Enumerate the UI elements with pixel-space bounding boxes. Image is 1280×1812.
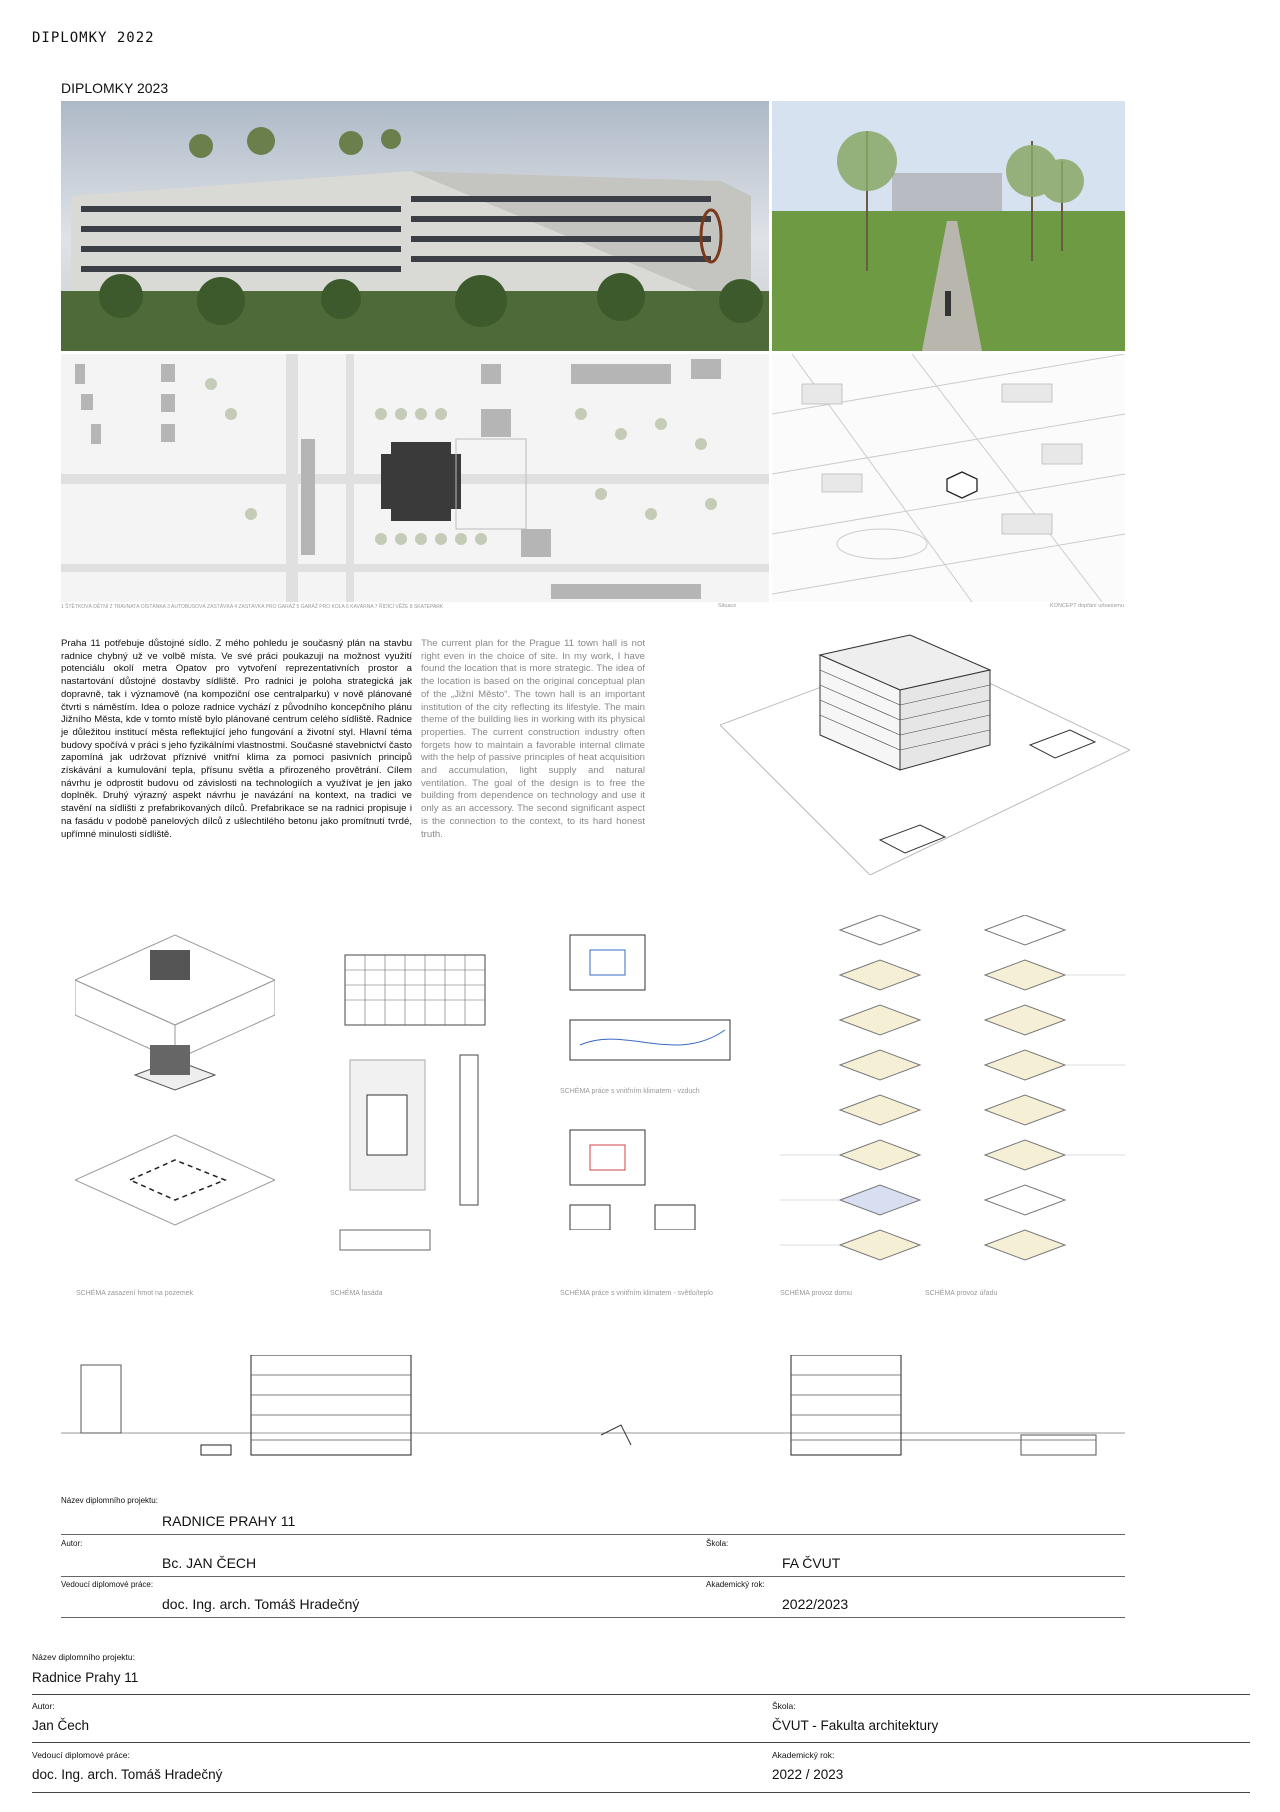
urban-plan-caption: KONCEPT dopřání urbanismu: [1050, 603, 1124, 609]
facade-schema-drawing: [335, 935, 495, 1265]
description-en: The current plan for the Prague 11 town hall is not right even in the choice of site. In my work, I have found the location that is more strategic. The idea of the location is based on the original conceptual plan of the „Jižní Město“. The town hall is an important institution of the city reflecting its lifestyle. The main theme of the building lies in working with its physical properties. The current construction industry often forgets how to maintain a favorable internal climate with the help of passive principles of heat acquisition and accumulation, light supply and natural ventilation. The goal of the design is to free the building from dependence on technology and use it only as an accessory. The second significant aspect is the connection to the context, to its hard honest truth.: [421, 638, 645, 840]
caption-facade: SCHÉMA fasáda: [330, 1290, 383, 1297]
mass-schema-graphic: [75, 930, 275, 1260]
site-plan: [61, 354, 769, 602]
facade-schema-graphic: [335, 935, 495, 1265]
caption-house-ops: SCHÉMA provoz domu: [780, 1290, 852, 1297]
section-drawing: [61, 1355, 1125, 1465]
poster-author-value: Bc. JAN ČECH: [162, 1555, 257, 1571]
park-photo-graphic: [772, 101, 1125, 351]
park-photo: [772, 101, 1125, 351]
urban-concept-graphic: [772, 354, 1125, 602]
site-plan-graphic: [61, 354, 769, 602]
urban-concept-drawing: [772, 354, 1125, 602]
footer-year-label: Akademický rok:: [772, 1750, 835, 1760]
caption-office-ops: SCHÉMA provoz úřadu: [925, 1290, 998, 1297]
operations-stack-drawing: [780, 915, 1125, 1295]
poster-project-label: Název diplomního projektu:: [61, 1496, 158, 1505]
poster-title: DIPLOMKY 2023: [61, 80, 169, 96]
climate-schema-drawing: [565, 930, 745, 1230]
caption-climate-light: SCHÉMA práce s vnitřním klimatem - světlo/teplo: [560, 1290, 713, 1297]
mass-schema-drawing: [75, 930, 275, 1260]
footer-school-value: ČVUT - Fakulta architektury: [772, 1718, 939, 1733]
climate-schema-graphic: [565, 930, 745, 1230]
caption-mass: SCHÉMA zasazení hmot na pozemek: [76, 1290, 194, 1297]
operations-stack-graphic: [780, 915, 1125, 1295]
divider: [61, 1617, 1125, 1618]
page-title: DIPLOMKY 2022: [32, 30, 155, 46]
footer-supervisor-value: doc. Ing. arch. Tomáš Hradečný: [32, 1767, 223, 1782]
building-axonometric: [720, 630, 1130, 875]
footer-school-label: Škola:: [772, 1701, 796, 1711]
building-axonometric-graphic: [720, 630, 1130, 875]
divider: [32, 1792, 1250, 1793]
footer-author-value: Jan Čech: [32, 1718, 90, 1733]
site-plan-caption: Situace: [718, 603, 737, 609]
poster-year-label: Akademický rok:: [706, 1580, 765, 1589]
footer-author-label: Autor:: [32, 1701, 55, 1711]
poster-supervisor-label: Vedoucí diplomové práce:: [61, 1580, 154, 1589]
divider: [61, 1576, 1125, 1577]
footer-supervisor-label: Vedoucí diplomové práce:: [32, 1750, 130, 1760]
poster-school-label: Škola:: [706, 1539, 729, 1548]
footer-year-value: 2022 / 2023: [772, 1767, 844, 1782]
description-cz: Praha 11 potřebuje důstojné sídlo. Z mého pohledu je současný plán na stavbu radnice chybný už ve volbě místa. Ve své práci poukazuji na možnost využití potenciálu okolí metra Opatov pro vytvoření reprezentativních prostor a nastartování důstojné dostavby sídliště. Pro radnici je poloha strategická jak dopravně, tak i významově (na kompoziční ose centralparku) v nově plánované čtvrti s náměstím. Idea o poloze radnice vychází z původního koncepčního plánu Jižního Města, kde v tomto místě bylo plánované centrum celého sídliště. Radnice je důležitou institucí města reflektující jeho fungování a životní styl. Hlavní téma budovy spočívá v práci s jeho fyzikálními vlastnostmi. Současné stavebnictví často zapomíná jak udržovat příznivé vnitřní klima za pomoci pasivních principů získávání a kumulování tepla, přísunu světla a přirozeného provětrání. Cílem návrhu je odprostit budovu od závislosti na technologiích a využívat je jen jako doplněk. Druhý výrazný aspekt návrhu je navázání na kontext, na tradici ve stavění na sídlišti z prefabrikovaných dílců. Prefabrikace se na radnici propisuje i na fasádu v podobě panelových dílců z ušlechtilého betonu jako promítnutí tvrdé, upřímné minulosti sídliště.: [61, 638, 412, 840]
building-rendering: [61, 101, 769, 351]
poster-author-label: Autor:: [61, 1539, 83, 1548]
poster-year-value: 2022/2023: [782, 1596, 849, 1612]
footer-project-value: Radnice Prahy 11: [32, 1670, 139, 1685]
poster-project-value: RADNICE PRAHY 11: [162, 1513, 296, 1529]
divider: [32, 1694, 1250, 1695]
divider: [32, 1742, 1250, 1743]
footer-project-label: Název diplomního projektu:: [32, 1652, 136, 1662]
site-plan-legend: 1 ŠTĚTKOVÁ DĚTNÍ 2 TRAVNATÁ DÍSTÁNKA 3 AUTOBUSOVÁ ZASTÁVKA 4 ZASTÁVKA PRO GARÁŽ 5 GARÁŽ PRO KOLA 6 KAVÁRNA 7 ŘÍDÍCÍ VĚŽE 8 SKATEPARK: [61, 604, 444, 610]
caption-climate-air: SCHÉMA práce s vnitřním klimatem - vzduch: [560, 1088, 700, 1095]
section-graphic: [61, 1355, 1125, 1465]
poster-school-value: FA ČVUT: [782, 1555, 841, 1571]
divider: [61, 1534, 1125, 1535]
building-rendering-graphic: [61, 101, 769, 351]
poster-supervisor-value: doc. Ing. arch. Tomáš Hradečný: [162, 1596, 360, 1612]
